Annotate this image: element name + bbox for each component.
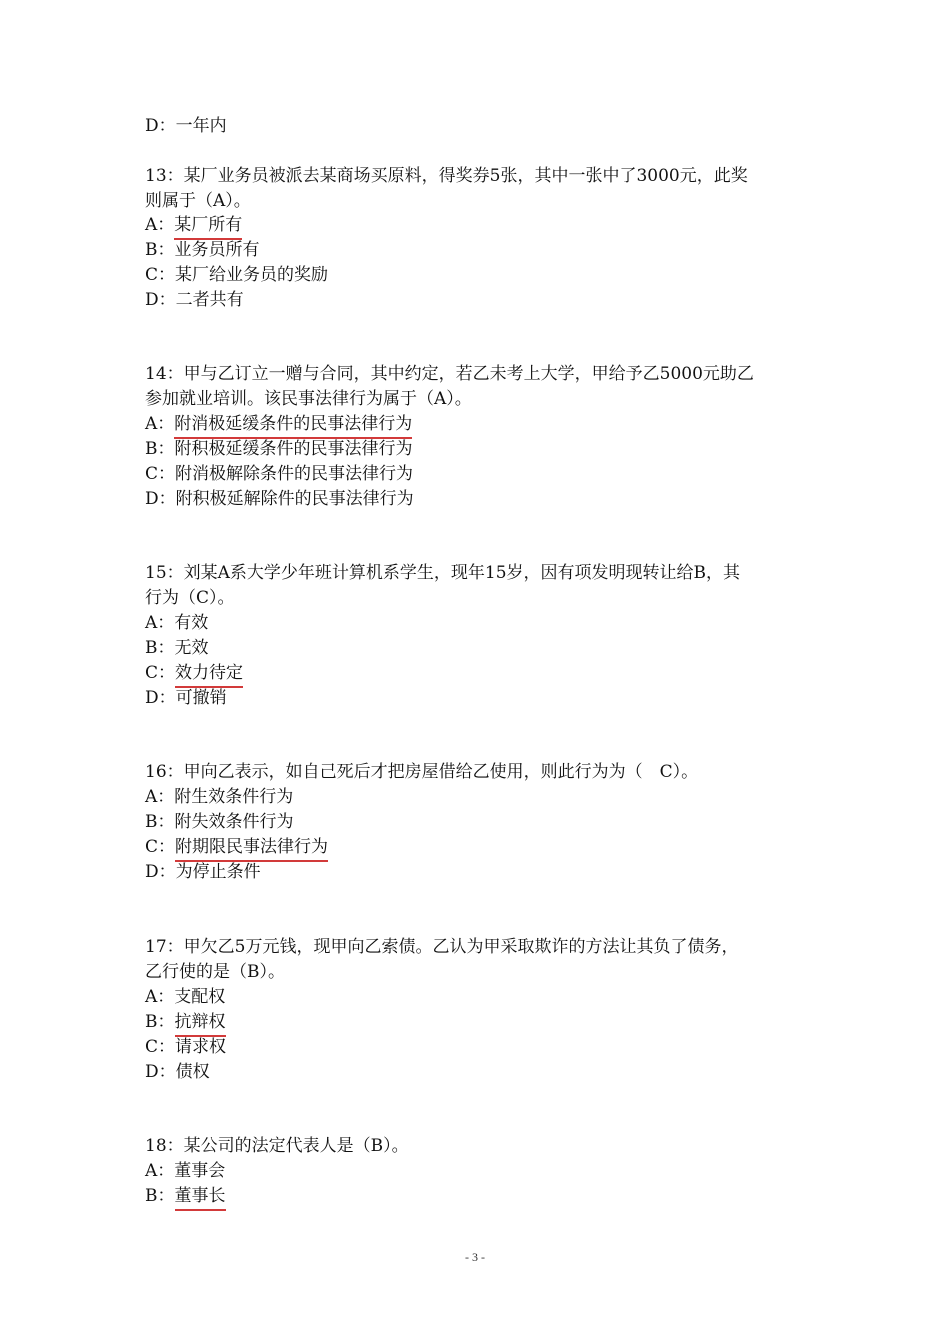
correct-answer-underlined: 某厂所有 [174,213,242,240]
q15-option-b: B：无效 [145,638,209,658]
prev-option-d: D：一年内 [145,116,227,136]
q17-stem-line2: 乙行使的是（B）。 [145,962,285,982]
q15-option-c [145,661,243,685]
option-prefix: B： [145,1012,175,1032]
option-prefix: A： [145,414,175,434]
q17-stem-line1: 17：甲欠乙5万元钱，现甲向乙索债。乙认为甲采取欺诈的方法让其负了债务， [145,937,739,957]
q14-stem-line2: 参加就业培训。该民事法律行为属于（A）。 [145,389,472,409]
q14-option-d: D：附积极延解除件的民事法律行为 [145,489,414,509]
q13-option-a [145,213,242,237]
q16-option-c [145,835,328,859]
page-number: - 3 - [465,1250,485,1264]
q17-option-c: C：请求权 [145,1037,227,1057]
q14-option-a [145,412,412,436]
q17-option-d: D：债权 [145,1062,210,1082]
q18-option-b [145,1184,226,1208]
correct-answer-underlined: 抗辩权 [175,1010,226,1037]
q17-option-b [145,1010,226,1034]
option-prefix: B： [145,1186,175,1206]
option-prefix: C： [145,663,176,683]
q18-stem-line1: 18：某公司的法定代表人是（B）。 [145,1136,409,1156]
q13-stem-line1: 13：某厂业务员被派去某商场买原料，得奖券5张，其中一张中了3000元，此奖 [145,166,748,186]
q13-option-c: C：某厂给业务员的奖励 [145,265,329,285]
q13-option-b: B：业务员所有 [145,240,260,260]
q14-stem-line1: 14：甲与乙订立一赠与合同，其中约定，若乙未考上大学，甲给予乙5000元助乙 [145,364,754,384]
q16-option-a: A：附生效条件行为 [145,787,294,807]
q15-stem-line1: 15：刘某A系大学少年班计算机系学生，现年15岁，因有项发明现转让给B，其 [145,563,741,583]
option-prefix: A： [145,215,175,235]
correct-answer-underlined: 附消极延缓条件的民事法律行为 [174,412,412,439]
q15-option-d: D：可撤销 [145,688,227,708]
q16-option-d: D：为停止条件 [145,862,261,882]
q13-stem-line2: 则属于（A）。 [145,191,251,211]
q14-option-c: C：附消极解除条件的民事法律行为 [145,464,414,484]
correct-answer-underlined: 附期限民事法律行为 [175,835,328,862]
q15-stem-line2: 行为（C）。 [145,588,235,608]
q16-option-b: B：附失效条件行为 [145,812,294,832]
option-prefix: C： [145,837,176,857]
q14-option-b: B：附积极延缓条件的民事法律行为 [145,439,413,459]
q17-option-a: A：支配权 [145,987,226,1007]
q15-option-a: A：有效 [145,613,209,633]
q13-option-d: D：二者共有 [145,290,244,310]
correct-answer-underlined: 效力待定 [175,661,243,688]
correct-answer-underlined: 董事长 [175,1184,226,1211]
q18-option-a: A：董事会 [145,1161,226,1181]
q16-stem-line1: 16：甲向乙表示，如自己死后才把房屋借给乙使用，则此行为为（ C）。 [145,762,699,782]
